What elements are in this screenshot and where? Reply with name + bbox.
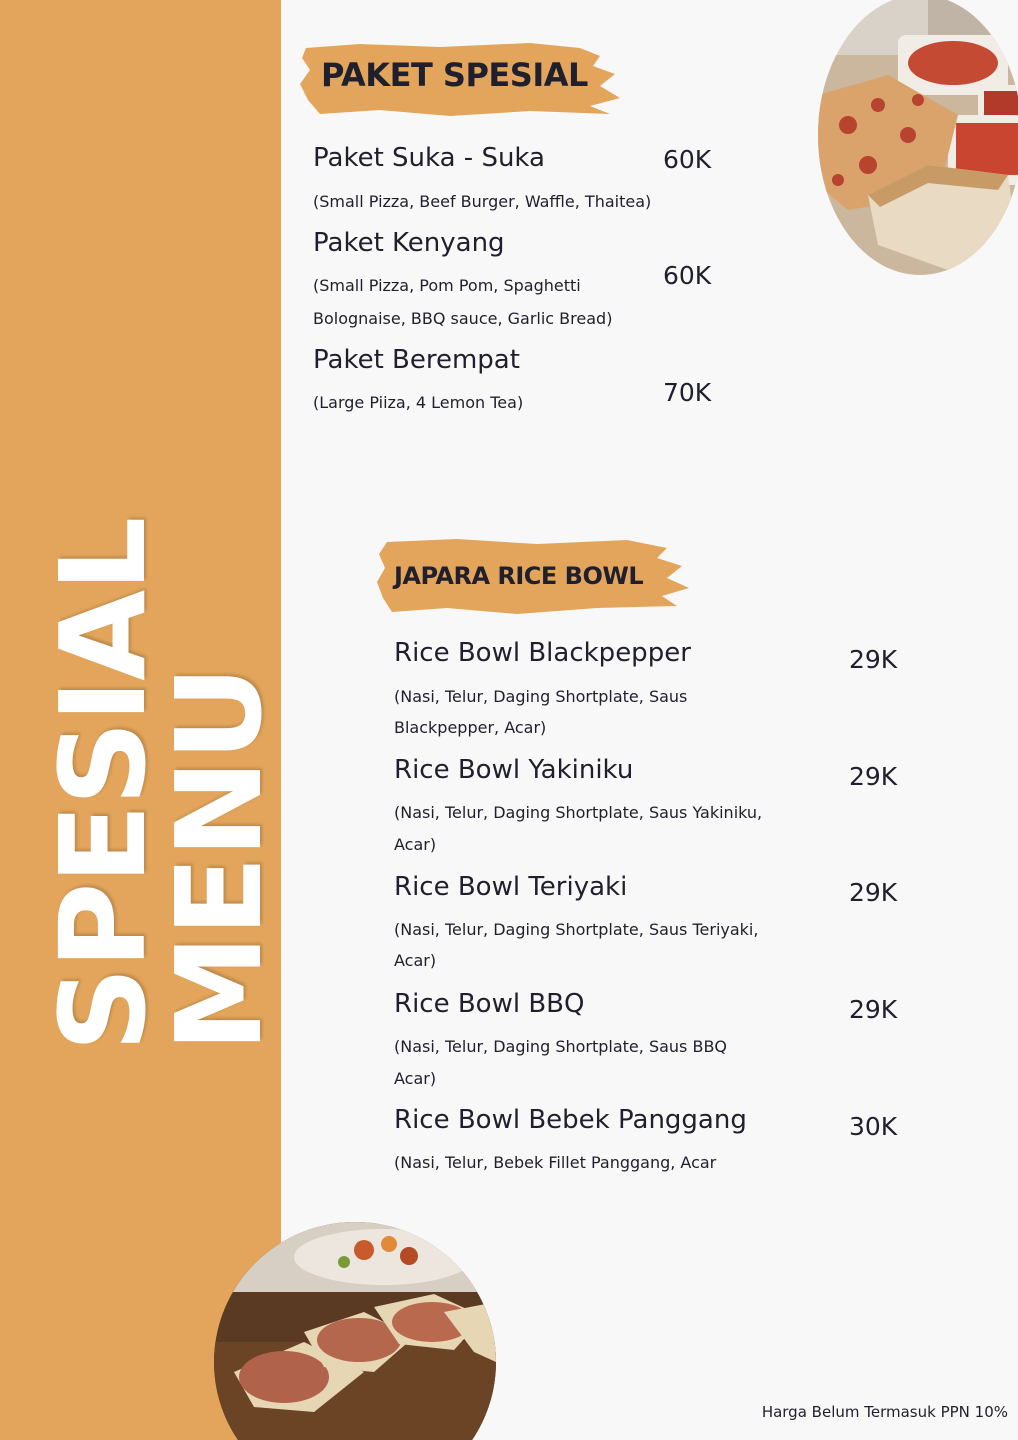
- menu-item-desc-line1: (Nasi, Telur, Daging Shortplate, Saus Teriyaki,: [394, 920, 759, 939]
- menu-item-name: Paket Suka - Suka: [313, 143, 545, 173]
- food-photo-garlic-bread: [214, 1222, 496, 1440]
- menu-item-desc-line1: (Nasi, Telur, Daging Shortplate, Saus BBQ: [394, 1037, 728, 1056]
- menu-item-desc-line1: (Small Pizza, Pom Pom, Spaghetti: [313, 276, 581, 295]
- menu-item-name: Rice Bowl Yakiniku: [394, 755, 634, 785]
- menu-item-desc-line2: Blackpepper, Acar): [394, 718, 547, 737]
- food-photo-pizza-box: [818, 0, 1018, 279]
- menu-item-desc-line2: Acar): [394, 951, 437, 970]
- menu-item-price: 60K: [663, 145, 712, 174]
- menu-item-desc-line2: Acar): [394, 1069, 437, 1088]
- menu-item-price: 29K: [849, 645, 898, 674]
- vertical-title-spesial: SPESIAL: [34, 518, 172, 1052]
- menu-item-price: 30K: [849, 1112, 898, 1141]
- menu-item-price: 29K: [849, 995, 898, 1024]
- section-title-japara-rice-bowl: JAPARA RICE BOWL: [394, 562, 644, 590]
- menu-item-name: Rice Bowl Teriyaki: [394, 872, 628, 902]
- menu-item-desc: (Nasi, Telur, Bebek Fillet Panggang, Acar: [394, 1153, 717, 1172]
- menu-item-price: 29K: [849, 878, 898, 907]
- menu-item-desc: (Small Pizza, Beef Burger, Waffle, Thaitea): [313, 192, 652, 211]
- menu-item-price: 60K: [663, 261, 712, 290]
- menu-item-price: 70K: [663, 378, 712, 407]
- menu-item-name: Rice Bowl BBQ: [394, 989, 585, 1019]
- tax-footnote: Harga Belum Termasuk PPN 10%: [761, 1403, 1008, 1421]
- menu-item-desc-line2: Bolognaise, BBQ sauce, Garlic Bread): [313, 309, 613, 328]
- menu-item-desc-line1: (Nasi, Telur, Daging Shortplate, Saus: [394, 687, 688, 706]
- menu-item-name: Paket Berempat: [313, 345, 520, 375]
- vertical-title-menu: MENU: [150, 667, 288, 1052]
- menu-item-name: Rice Bowl Blackpepper: [394, 638, 691, 668]
- menu-item-desc: (Large Piiza, 4 Lemon Tea): [313, 393, 524, 412]
- menu-item-price: 29K: [849, 762, 898, 791]
- menu-item-name: Paket Kenyang: [313, 228, 505, 258]
- menu-item-desc-line1: (Nasi, Telur, Daging Shortplate, Saus Yakiniku,: [394, 803, 763, 822]
- menu-item-name: Rice Bowl Bebek Panggang: [394, 1105, 747, 1135]
- section-title-paket-spesial: PAKET SPESIAL: [321, 56, 588, 94]
- menu-item-desc-line2: Acar): [394, 835, 437, 854]
